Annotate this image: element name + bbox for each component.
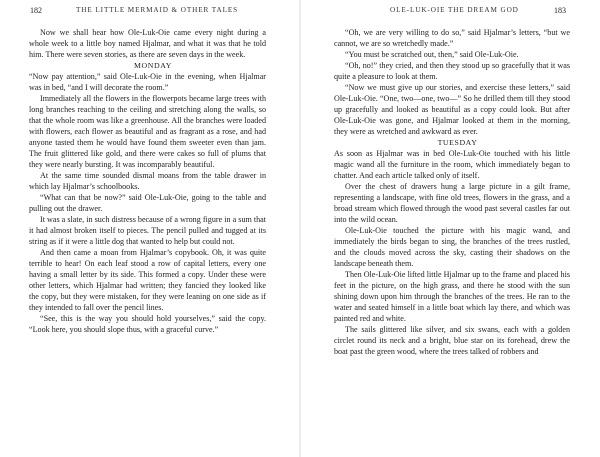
right-page	[300, 0, 600, 457]
paragraph: “Oh, no!” they cried, and then they stood up so gracefully that it was quite a pleasure to look at them.	[334, 61, 570, 81]
paragraph: Ole-Luk-Oie touched the picture with his magic wand, and immediately the birds began to sing, the branches of the trees rustled, and the clouds moved across the sky, casting their shadows on the landscape beneath them.	[334, 226, 570, 268]
paragraph: At the same time sounded dismal moans from the table drawer in which lay Hjalmar’s schoolbooks.	[29, 171, 266, 191]
paragraph: Then Ole-Luk-Oie lifted little Hjalmar up to the frame and placed his feet in the picture, on the high grass, and there he stood with the sun shining down upon him through the branches of the trees. He ran to the water and seated himself in a little boat which lay there, and which was painted red and white.	[334, 270, 570, 323]
left-page-number: 182	[30, 6, 42, 15]
paragraph: “Now pay attention,” said Ole-Luk-Oie in the evening, when Hjalmar was in bed, “and I will decorate the room.”	[29, 72, 266, 92]
paragraph: Immediately all the flowers in the flowerpots became large trees with long branches reaching to the ceiling and stretching along the walls, so that the whole room was like a greenhouse. All the branches were loaded with flowers, each flower as beautiful and as fragrant as a rose, and had anyone tasted them he would have found them sweeter even than jam. The fruit glittered like gold, and there were cakes so full of plums that they were nearly bursting. It was incomparably beautiful.	[29, 94, 266, 169]
right-page-text	[334, 27, 570, 357]
left-running-head: THE LITTLE MERMAID & OTHER TALES	[76, 6, 239, 14]
paragraph: As soon as Hjalmar was in bed Ole-Luk-Oie touched with his little magic wand all the furniture in the room, which immediately began to chatter. And each article talked only of itself.	[334, 149, 570, 180]
right-running-head: OLE-LUK-OIE THE DREAM GOD	[390, 6, 519, 14]
intro-paragraph: Now we shall hear how Ole-Luk-Oie came every night during a whole week to a little boy named Hjalmar, and what it was that he told him. There were seven stories, as there are seven days in the week.	[29, 28, 266, 59]
right-page-number: 183	[554, 6, 566, 15]
section-heading-monday: MONDAY	[134, 61, 172, 70]
paragraph: “Oh, we are very willing to do so,” said Hjalmar’s letters, “but we cannot, we are so wretchedly made.”	[334, 28, 570, 48]
paragraph: Over the chest of drawers hung a large picture in a gilt frame, representing a landscape, with fine old trees, flowers in the grass, and a broad stream which flowed through the wood past several castles far out into the wild ocean.	[334, 182, 570, 224]
paragraph: And then came a moan from Hjalmar’s copybook. Oh, it was quite terrible to hear! On each leaf stood a row of capital letters, every one having a small letter by its side. This formed a copy. Under these were other letters, which Hjalmar had written; they fancied they looked like the copy, but they were mistaken, for they were leaning on one side as if they intended to fall over the pencil lines.	[29, 248, 266, 312]
paragraph: “See, this is the way you should hold yourselves,” said the copy. “Look here, you should slope thus, with a graceful curve.”	[29, 314, 266, 334]
section-heading-tuesday: TUESDAY	[437, 138, 478, 147]
paragraph: “Now we must give up our stories, and exercise these letters,” said Ole-Luk-Oie. “One, two—one, two—” So he drilled them till they stood up gracefully and looked as beautiful as a copy could look. But after Ole-Luk-Oie was gone, and Hjalmar looked at them in the morning, they were as wretched and awkward as ever.	[334, 83, 570, 136]
left-page-text	[29, 27, 266, 335]
paragraph: “What can that be now?” said Ole-Luk-Oie, going to the table and pulling out the drawer.	[29, 193, 266, 213]
paragraph: “You must be scratched out, then,” said Ole-Luk-Oie.	[345, 50, 519, 59]
paragraph: The sails glittered like silver, and six swans, each with a golden circlet round its neck and a bright, blue star on its forehead, drew the boat past the green wood, where the trees talked of robbers and	[334, 325, 570, 356]
paragraph: It was a slate, in such distress because of a wrong figure in a sum that it had almost broken itself to pieces. The pencil pulled and tugged at its string as if it were a little dog that wanted to help but could not.	[29, 215, 266, 246]
